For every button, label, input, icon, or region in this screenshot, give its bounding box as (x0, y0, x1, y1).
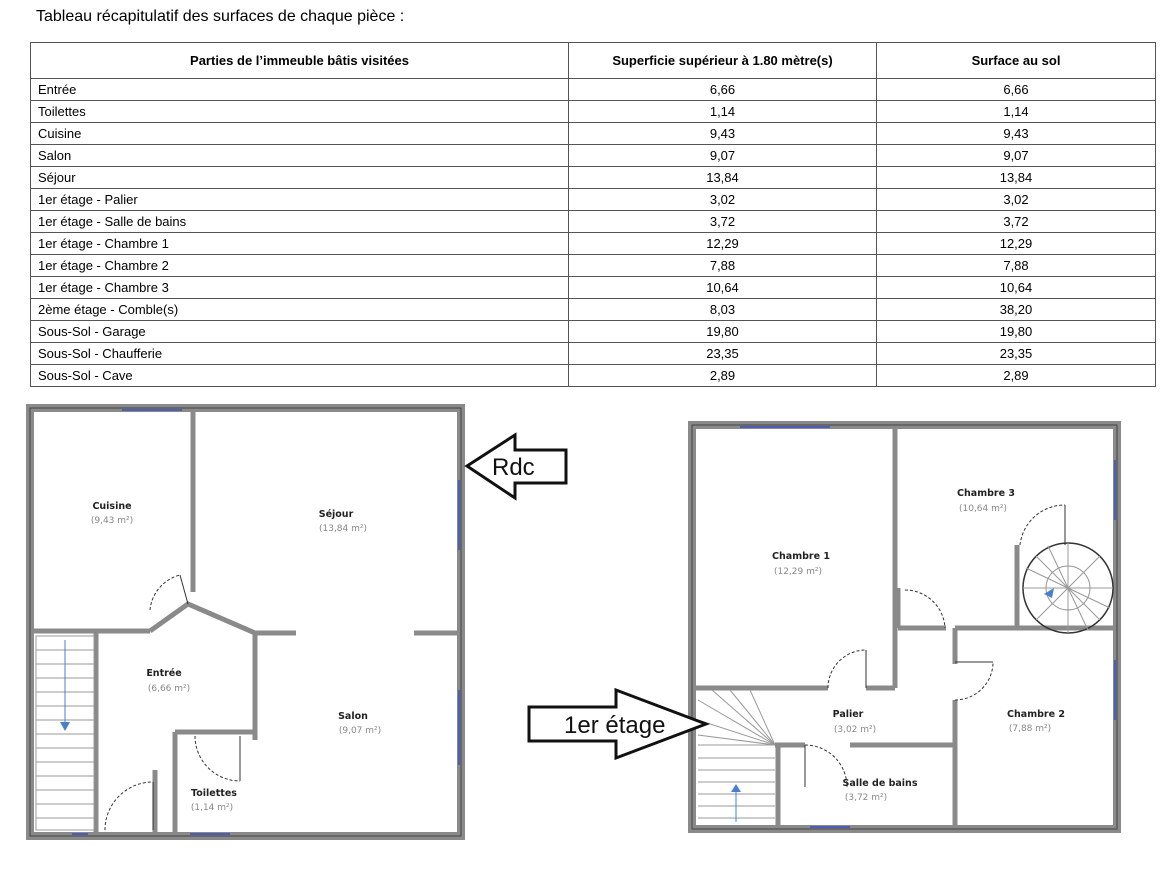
cell-superficie: 8,03 (569, 299, 877, 321)
room-name-sdb: Salle de bains (842, 778, 918, 789)
room-name-chambre1: Chambre 1 (772, 551, 830, 562)
cell-superficie: 9,43 (569, 123, 877, 145)
cell-piece: 1er étage - Chambre 2 (31, 255, 569, 277)
header-parties: Parties de l’immeuble bâtis visitées (31, 43, 569, 79)
cell-surface-sol: 3,72 (877, 211, 1156, 233)
cell-piece: Séjour (31, 167, 569, 189)
cell-superficie: 23,35 (569, 343, 877, 365)
room-area-chambre1: (12,29 m²) (773, 567, 823, 577)
rdc-arrow-label: Rdc (492, 454, 535, 481)
cell-superficie: 10,64 (569, 277, 877, 299)
room-area-salon: (9,07 m²) (338, 726, 382, 736)
cell-superficie: 3,02 (569, 189, 877, 211)
plan-etage (529, 425, 1117, 829)
cell-superficie: 12,29 (569, 233, 877, 255)
cell-piece: Sous-Sol - Cave (31, 365, 569, 387)
cell-piece: 1er étage - Palier (31, 189, 569, 211)
cell-superficie: 13,84 (569, 167, 877, 189)
cell-piece: Toilettes (31, 101, 569, 123)
room-name-toilettes: Toilettes (191, 788, 237, 799)
etage-arrow-label: 1er étage (564, 712, 666, 739)
room-name-cuisine: Cuisine (92, 501, 132, 512)
room-area-chambre3: (10,64 m²) (958, 504, 1008, 514)
cell-surface-sol: 12,29 (877, 233, 1156, 255)
cell-surface-sol: 13,84 (877, 167, 1156, 189)
cell-superficie: 2,89 (569, 365, 877, 387)
cell-surface-sol: 10,64 (877, 277, 1156, 299)
cell-piece: Entrée (31, 79, 569, 101)
room-name-entree: Entrée (146, 668, 182, 679)
cell-superficie: 7,88 (569, 255, 877, 277)
room-area-toilettes: (1,14 m²) (190, 803, 234, 813)
cell-surface-sol: 1,14 (877, 101, 1156, 123)
room-area-cuisine: (9,43 m²) (90, 516, 134, 526)
room-name-sejour: Séjour (318, 509, 354, 520)
cell-piece: 1er étage - Chambre 1 (31, 233, 569, 255)
cell-surface-sol: 3,02 (877, 189, 1156, 211)
room-area-sejour: (13,84 m²) (318, 524, 368, 534)
cell-piece: 1er étage - Chambre 3 (31, 277, 569, 299)
cell-superficie: 1,14 (569, 101, 877, 123)
cell-surface-sol: 6,66 (877, 79, 1156, 101)
cell-surface-sol: 9,07 (877, 145, 1156, 167)
header-superficie: Superficie supérieur à 1.80 mètre(s) (569, 43, 877, 79)
room-area-palier: (3,02 m²) (833, 725, 877, 735)
cell-piece: Cuisine (31, 123, 569, 145)
cell-surface-sol: 9,43 (877, 123, 1156, 145)
cell-surface-sol: 23,35 (877, 343, 1156, 365)
room-name-chambre3: Chambre 3 (957, 488, 1015, 499)
cell-surface-sol: 2,89 (877, 365, 1156, 387)
room-area-entree: (6,66 m²) (147, 684, 191, 694)
cell-surface-sol: 19,80 (877, 321, 1156, 343)
cell-piece: 1er étage - Salle de bains (31, 211, 569, 233)
room-area-chambre2: (7,88 m²) (1008, 724, 1052, 734)
cell-piece: 2ème étage - Comble(s) (31, 299, 569, 321)
cell-surface-sol: 38,20 (877, 299, 1156, 321)
cell-piece: Sous-Sol - Garage (31, 321, 569, 343)
cell-superficie: 3,72 (569, 211, 877, 233)
header-surface-sol: Surface au sol (877, 43, 1156, 79)
room-name-salon: Salon (338, 711, 368, 722)
cell-surface-sol: 7,88 (877, 255, 1156, 277)
cell-superficie: 19,80 (569, 321, 877, 343)
plan-rdc (30, 408, 566, 836)
room-name-chambre2: Chambre 2 (1007, 709, 1065, 720)
cell-piece: Sous-Sol - Chaufferie (31, 343, 569, 365)
room-name-palier: Palier (832, 709, 864, 720)
cell-piece: Salon (31, 145, 569, 167)
cell-superficie: 6,66 (569, 79, 877, 101)
room-area-sdb: (3,72 m²) (844, 793, 888, 803)
page-title: Tableau récapitulatif des surfaces de chaque pièce : (36, 8, 405, 25)
cell-superficie: 9,07 (569, 145, 877, 167)
